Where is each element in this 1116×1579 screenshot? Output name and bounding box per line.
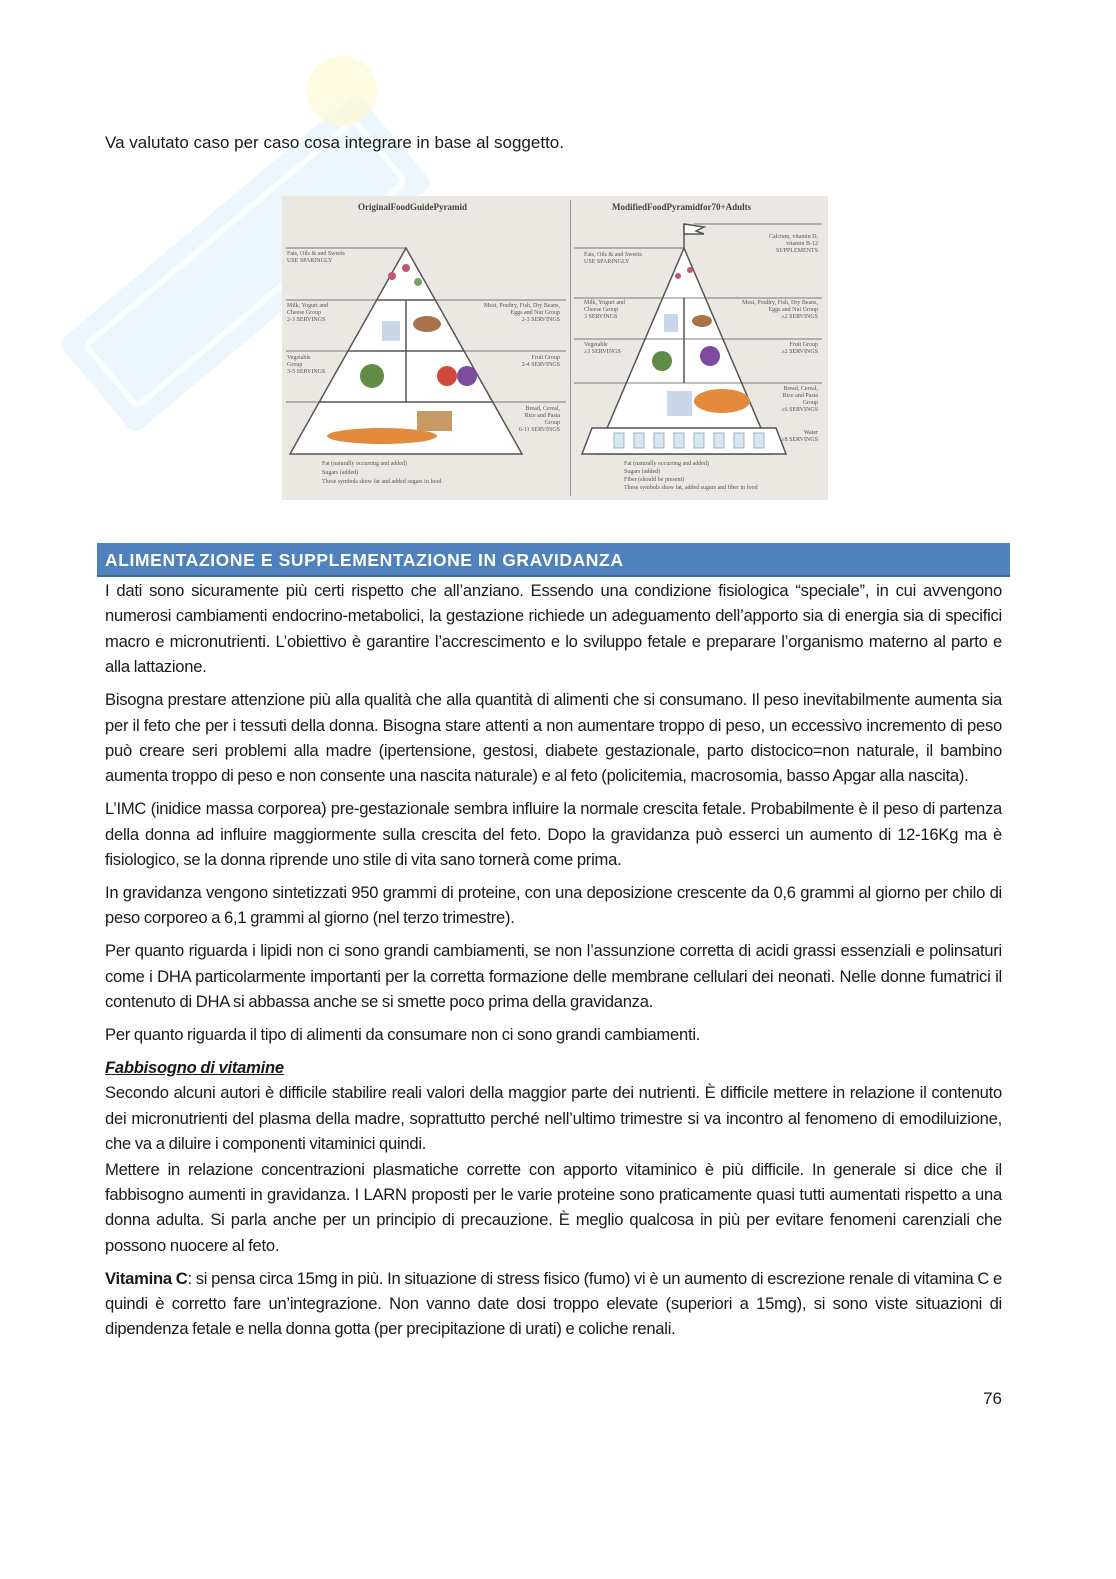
modified-pyramid-title: ModifiedFoodPyramidfor70+Adults xyxy=(612,202,752,212)
paragraph: In gravidanza vengono sintetizzati 950 grammi di proteine, con una deposizione crescente da 0,6 grammi al giorno per chilo di peso corporeo a 6,1 grammi al giorno (nel terzo trimestre). xyxy=(105,882,1002,928)
paragraph: Bisogna prestare attenzione più alla qualità che alla quantità di alimenti che si consumano. Il peso inevitabilmente aumenta sia per il feto che per i tessuti della donna. Bisogna stare attenti a non aumentare troppo di peso, un eccessivo incremento di peso può creare seri problemi alla madre (ipertensione, gestosi, diabete gestazionale, parto distocico=non naturale, il bambino aumenta troppo di peso e non consente una nascita naturale) e al feto (policitemia, macrosomia, basso Apgar alla nascita). xyxy=(105,690,1002,786)
label: Cheese Group xyxy=(287,310,322,316)
label: vitamin B-12 xyxy=(786,241,818,247)
label: Vegetable xyxy=(584,342,608,348)
paragraph: Mettere in relazione concentrazioni plasmatiche corrette con apporto vitaminico è più difficile. In generale si dice che il fabbisogno aumenti in gravidanza. I LARN proposti per le varie proteine sono praticamente quasi tutti aumentati rispetto a una donna adulta. Si parla anche per un principio di precauzione. È meglio qualcosa in più per evitare fenomeni carenziali che possono nuocere al feto. xyxy=(105,1159,1002,1255)
label: SUPPLEMENTS xyxy=(775,248,818,254)
section-body xyxy=(105,578,1002,1451)
label: 3-5 SERVINGS xyxy=(287,369,326,375)
label: Eggs and Nut Group xyxy=(768,307,818,313)
label: Fruit Group xyxy=(789,342,818,348)
legend-item: Fat (naturally occurring and added) xyxy=(624,461,709,467)
label: Meat, Poultry, Fish, Dry Beans, xyxy=(742,300,818,306)
paragraph: L’IMC (inidice massa corporea) pre-gestazionale sembra influire la normale crescita fetale. Probabilmente è il peso di partenza della donna ad influire maggiormente sulla crescita del feto. Dopo la gravidanza può esserci un aumento di 12-16Kg ma è fisiologico, se la donna riprende uno stile di vita sano tornerà come prima. xyxy=(105,799,1002,870)
food-pyramid-figure xyxy=(282,196,828,500)
figure-divider xyxy=(570,200,571,496)
label: ≥8 SERVINGS xyxy=(781,437,818,443)
label: ≥6 SERVINGS xyxy=(781,407,818,413)
legend-item: Sugars (added) xyxy=(624,469,661,475)
legend-item: Sugars (added) xyxy=(322,470,359,476)
label: 3 SERVINGS xyxy=(584,314,618,320)
paragraph: Per quanto riguarda il tipo di alimenti da consumare non ci sono grandi cambiamenti. xyxy=(105,1025,701,1044)
label: Group xyxy=(802,400,818,406)
label: Eggs and Nut Group xyxy=(510,310,560,316)
legend-item: These symbols show fat and added sugars in food xyxy=(322,479,442,485)
legend-item: Fat (naturally occurring and added) xyxy=(322,461,407,467)
label: Rice and Pasta xyxy=(782,393,818,399)
label: Fats, Oils & and Sweets xyxy=(287,251,345,257)
page-number: 76 xyxy=(983,1388,1002,1408)
label: 6-11 SERVINGS xyxy=(518,427,560,433)
label: USE SPARINGLY xyxy=(584,259,630,265)
label: ≥3 SERVINGS xyxy=(584,349,621,355)
label: USE SPARINGLY xyxy=(287,258,333,264)
label: Water xyxy=(803,430,818,436)
label: Fruit Group xyxy=(531,355,560,361)
label: Group xyxy=(287,362,303,368)
paragraph: Per quanto riguarda i lipidi non ci sono grandi cambiamenti, se non l’assunzione corretta di acidi grassi essenziali e polinsaturi come i DHA particolarmente importanti per la corretta formazione delle membrane cellulari dei neonati. Nelle donne fumatrici il contenuto di DHA si abbassa anche se si smette poco prima della gravidanza. xyxy=(105,941,1002,1012)
label: Rice and Pasta xyxy=(524,413,560,419)
vitamin-c-label: Vitamina C xyxy=(105,1268,188,1288)
paragraph: Secondo alcuni autori è difficile stabilire reali valori della maggior parte dei nutrienti. È difficile mettere in relazione il contenuto dei micronutrienti del plasma della madre, soprattutto perché nell’ultimo trimestre si va incontro al fenomeno di emodiluizione, che va a diluire i componenti vitaminici quindi. xyxy=(105,1083,1002,1154)
label: Group xyxy=(544,420,560,426)
legend-item: These symbols show fat, added sugars and fiber in food xyxy=(624,485,758,491)
intro-text: Va valutato caso per caso cosa integrare in base al soggetto. xyxy=(105,133,564,152)
label: Vegetable xyxy=(287,355,311,361)
vitamin-c-text: : si pensa circa 15mg in più. In situazione di stress fisico (fumo) vi è un aumento di escrezione renale di vitamina C e quindi è corretto fare un’integrazione. Non vanno date dosi troppo elevate (superiori a 15mg), si sono viste situazioni di dipendenza fetale e nella donna gotta (per precipitazione di urati) e coliche renali. xyxy=(105,1268,1002,1339)
label: Milk, Yogurt and xyxy=(584,300,626,306)
label: Calcium, vitamin D, xyxy=(769,234,818,240)
label: Bread, Cereal, xyxy=(783,386,818,392)
label: 2-3 SERVINGS xyxy=(287,317,326,323)
label: Fats, Oils & and Sweets xyxy=(584,252,642,258)
label: ≥2 SERVINGS xyxy=(781,349,818,355)
section-heading xyxy=(97,543,1010,577)
label: Bread, Cereal, xyxy=(525,406,560,412)
label: Cheese Group xyxy=(584,307,619,313)
label: ≥2 SERVINGS xyxy=(781,314,818,320)
original-pyramid-title: OriginalFoodGuidePyramid xyxy=(358,202,468,212)
label: Meat, Poultry, Fish, Dry Beans, xyxy=(484,303,560,309)
label: Milk, Yogurt and xyxy=(287,303,329,309)
section-heading-text: ALIMENTAZIONE E SUPPLEMENTAZIONE IN GRAVIDANZA xyxy=(105,550,624,570)
legend-item: Fiber (should be present) xyxy=(624,477,685,483)
pyramid-drawings xyxy=(282,196,828,500)
paragraph: I dati sono sicuramente più certi rispetto che all’anziano. Essendo una condizione fisiologica “speciale”, in cui avvengono numerosi cambiamenti endocrino-metabolici, la gestazione richiede un adeguamento dell’apporto sia di energia sia di specifici macro e micronutrienti. L’obiettivo è garantire l’accrescimento e lo sviluppo fetale e preparare l’organismo materno al parto e alla lattazione. xyxy=(105,581,1002,677)
label: 2-4 SERVINGS xyxy=(521,362,560,368)
label: 2-3 SERVINGS xyxy=(521,317,560,323)
subheading-vitamins: Fabbisogno di vitamine xyxy=(105,1057,284,1077)
paragraph-vitamin-c xyxy=(105,1266,1002,1342)
